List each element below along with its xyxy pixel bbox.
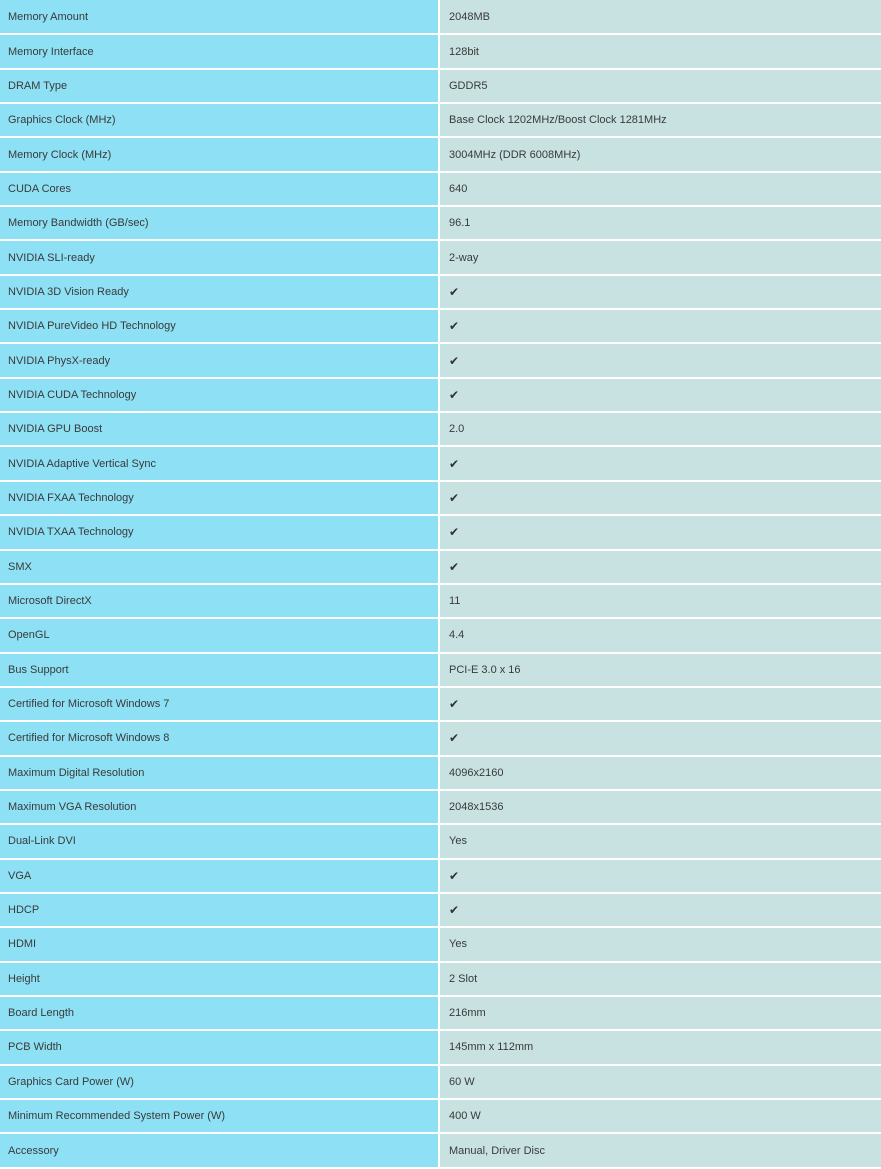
spec-label: HDMI <box>0 927 439 961</box>
spec-row <box>0 927 881 961</box>
spec-value: 2 Slot <box>439 962 881 996</box>
spec-value-check <box>439 550 881 584</box>
spec-row <box>0 653 881 687</box>
spec-label: CUDA Cores <box>0 172 439 206</box>
spec-value: 128bit <box>439 34 881 68</box>
spec-label: DRAM Type <box>0 69 439 103</box>
spec-label: SMX <box>0 550 439 584</box>
spec-value: Yes <box>439 927 881 961</box>
spec-row <box>0 962 881 996</box>
spec-value: 2.0 <box>439 412 881 446</box>
spec-label: Certified for Microsoft Windows 7 <box>0 687 439 721</box>
spec-label: Graphics Card Power (W) <box>0 1065 439 1099</box>
spec-row <box>0 996 881 1030</box>
spec-label: Maximum Digital Resolution <box>0 756 439 790</box>
spec-row <box>0 446 881 480</box>
spec-value: 216mm <box>439 996 881 1030</box>
spec-value: GDDR5 <box>439 69 881 103</box>
spec-value: 2048MB <box>439 0 881 34</box>
checkmark-icon: ✔ <box>449 525 460 540</box>
spec-row <box>0 206 881 240</box>
spec-value-check <box>439 481 881 515</box>
spec-label: Certified for Microsoft Windows 8 <box>0 721 439 755</box>
spec-row <box>0 240 881 274</box>
spec-row <box>0 34 881 68</box>
spec-row <box>0 550 881 584</box>
spec-label: NVIDIA PhysX-ready <box>0 343 439 377</box>
spec-value: 96.1 <box>439 206 881 240</box>
spec-value-check <box>439 275 881 309</box>
spec-value: 400 W <box>439 1099 881 1133</box>
spec-value: PCI-E 3.0 x 16 <box>439 653 881 687</box>
spec-label: Memory Interface <box>0 34 439 68</box>
spec-row <box>0 721 881 755</box>
spec-label: VGA <box>0 859 439 893</box>
spec-row <box>0 790 881 824</box>
spec-row <box>0 1030 881 1064</box>
spec-row <box>0 172 881 206</box>
spec-row <box>0 824 881 858</box>
spec-label: Memory Bandwidth (GB/sec) <box>0 206 439 240</box>
spec-row <box>0 893 881 927</box>
spec-value-check <box>439 378 881 412</box>
spec-label: NVIDIA PureVideo HD Technology <box>0 309 439 343</box>
spec-value-check <box>439 343 881 377</box>
spec-row <box>0 1065 881 1099</box>
spec-label: Microsoft DirectX <box>0 584 439 618</box>
spec-label: Memory Clock (MHz) <box>0 137 439 171</box>
spec-value-check <box>439 859 881 893</box>
checkmark-icon: ✔ <box>449 559 460 574</box>
spec-value: 640 <box>439 172 881 206</box>
spec-value-check <box>439 446 881 480</box>
checkmark-icon: ✔ <box>449 903 460 918</box>
spec-row <box>0 69 881 103</box>
spec-label: Graphics Clock (MHz) <box>0 103 439 137</box>
spec-value: 2048x1536 <box>439 790 881 824</box>
spec-row <box>0 378 881 412</box>
spec-label: NVIDIA 3D Vision Ready <box>0 275 439 309</box>
spec-value-check <box>439 721 881 755</box>
checkmark-icon: ✔ <box>449 456 460 471</box>
spec-label: NVIDIA GPU Boost <box>0 412 439 446</box>
spec-label: Accessory <box>0 1133 439 1167</box>
spec-row <box>0 309 881 343</box>
checkmark-icon: ✔ <box>449 387 460 402</box>
spec-label: NVIDIA CUDA Technology <box>0 378 439 412</box>
spec-value-check <box>439 687 881 721</box>
spec-value-check <box>439 893 881 927</box>
checkmark-icon: ✔ <box>449 353 460 368</box>
spec-label: HDCP <box>0 893 439 927</box>
spec-row <box>0 859 881 893</box>
spec-row <box>0 481 881 515</box>
spec-row <box>0 412 881 446</box>
spec-label: Dual-Link DVI <box>0 824 439 858</box>
spec-value: 4096x2160 <box>439 756 881 790</box>
spec-row <box>0 0 881 34</box>
spec-label: OpenGL <box>0 618 439 652</box>
spec-row <box>0 343 881 377</box>
spec-value: Manual, Driver Disc <box>439 1133 881 1167</box>
checkmark-icon: ✔ <box>449 697 460 712</box>
checkmark-icon: ✔ <box>449 319 460 334</box>
spec-row <box>0 137 881 171</box>
spec-label: NVIDIA TXAA Technology <box>0 515 439 549</box>
spec-label: Board Length <box>0 996 439 1030</box>
spec-row <box>0 584 881 618</box>
spec-row <box>0 687 881 721</box>
spec-label: NVIDIA FXAA Technology <box>0 481 439 515</box>
spec-value-check <box>439 515 881 549</box>
spec-row <box>0 275 881 309</box>
spec-row <box>0 1133 881 1167</box>
spec-row <box>0 756 881 790</box>
spec-value: 4.4 <box>439 618 881 652</box>
spec-label: NVIDIA Adaptive Vertical Sync <box>0 446 439 480</box>
spec-label: Maximum VGA Resolution <box>0 790 439 824</box>
spec-label: Height <box>0 962 439 996</box>
spec-value: Yes <box>439 824 881 858</box>
spec-value: 145mm x 112mm <box>439 1030 881 1064</box>
spec-row <box>0 1099 881 1133</box>
checkmark-icon: ✔ <box>449 731 460 746</box>
checkmark-icon: ✔ <box>449 868 460 883</box>
spec-row <box>0 515 881 549</box>
spec-label: Minimum Recommended System Power (W) <box>0 1099 439 1133</box>
spec-label: PCB Width <box>0 1030 439 1064</box>
spec-row <box>0 103 881 137</box>
spec-label: Bus Support <box>0 653 439 687</box>
spec-value: 60 W <box>439 1065 881 1099</box>
spec-label: Memory Amount <box>0 0 439 34</box>
checkmark-icon: ✔ <box>449 490 460 505</box>
spec-value: Base Clock 1202MHz/Boost Clock 1281MHz <box>439 103 881 137</box>
spec-value: 11 <box>439 584 881 618</box>
spec-value: 3004MHz (DDR 6008MHz) <box>439 137 881 171</box>
spec-value: 2-way <box>439 240 881 274</box>
checkmark-icon: ✔ <box>449 284 460 299</box>
spec-row <box>0 618 881 652</box>
spec-label: NVIDIA SLI-ready <box>0 240 439 274</box>
spec-value-check <box>439 309 881 343</box>
